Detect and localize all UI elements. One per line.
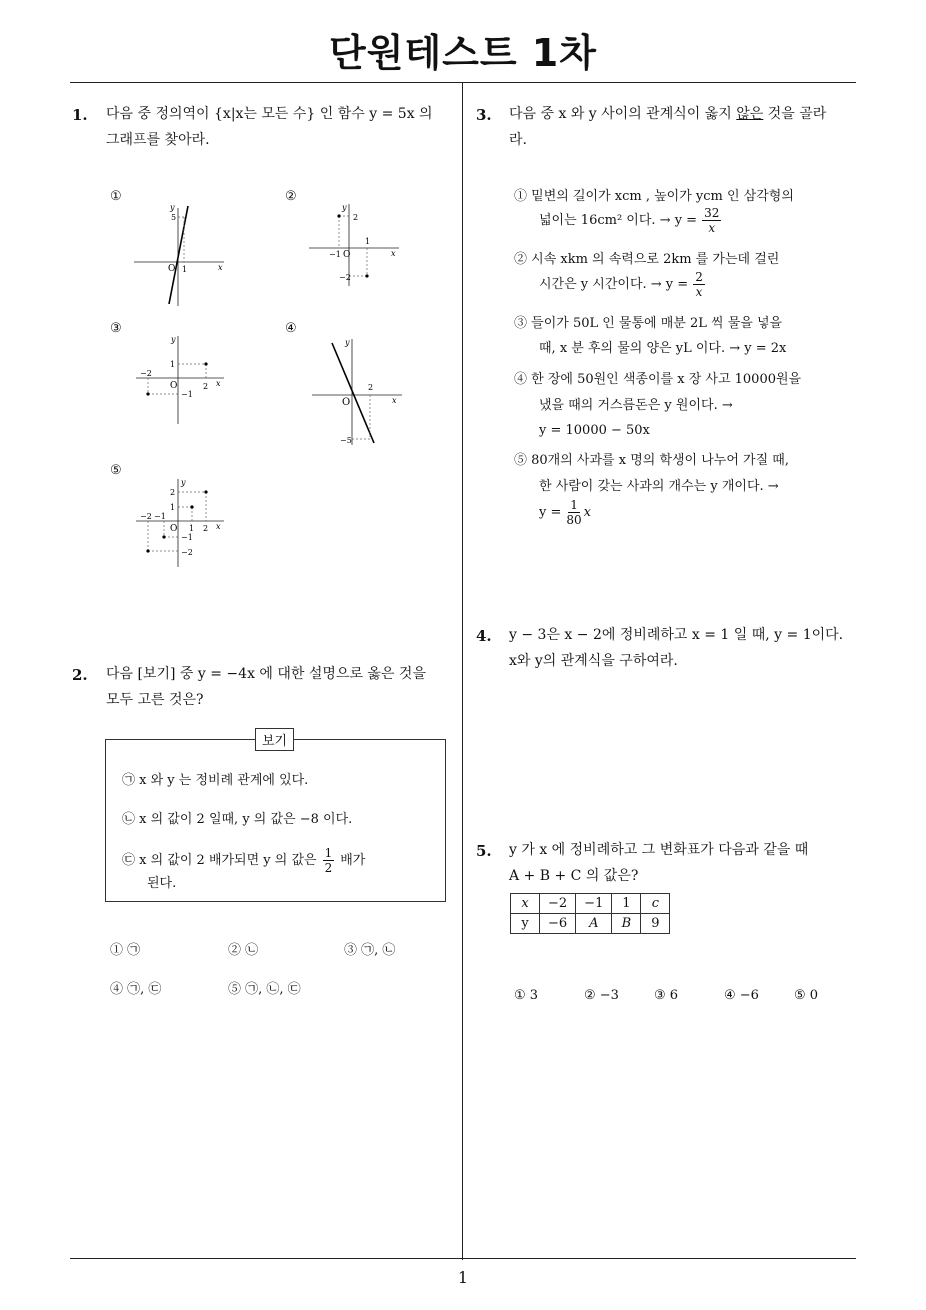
choice-5-line3[interactable] (539, 498, 591, 527)
bogi-item-tail: 배가 (340, 853, 366, 868)
y-neg-label: −2 (339, 273, 351, 282)
x-neg-label: −2 (140, 369, 152, 378)
bogi-item: ㉡ x 의 값이 2 일때, y 의 값은 −8 이다. (122, 812, 353, 827)
choice-label[interactable]: ④ (285, 321, 297, 336)
question-text-line1: 다음 [보기] 중 y = −4x 에 대한 설명으로 옳은 것을 (106, 666, 426, 682)
question-number: 1. (72, 106, 88, 124)
answer-choice[interactable]: ① ㉠ (110, 943, 141, 958)
axis-x-label: x (391, 249, 396, 258)
graph-choice-5[interactable] (132, 475, 232, 570)
answer-choice[interactable]: ④ −6 (724, 988, 759, 1003)
bogi-item-line2: 된다. (147, 876, 177, 891)
y-tick-label: −5 (340, 436, 352, 445)
choice-4-line3[interactable]: y = 10000 − 50x (539, 423, 650, 438)
bogi-item-text: ㉢ x 의 값이 2 배가되면 y 의 값은 (122, 853, 317, 868)
axis-x-label: x (216, 522, 221, 531)
question-number: 4. (476, 627, 492, 645)
axis-y-label: y (170, 203, 175, 212)
column-divider (462, 82, 463, 1260)
table-cell: c (641, 894, 670, 914)
x-neg-label: −1 (329, 250, 341, 259)
table-cell: y (511, 914, 540, 934)
answer-choice[interactable]: ④ ㉠, ㉢ (110, 982, 162, 997)
question-text-part: 것을 골라 (767, 106, 827, 122)
answer-choice[interactable]: ③ ㉠, ㉡ (344, 943, 396, 958)
question-text-line1: 다음 중 정의역이 {x|x는 모든 수} 인 함수 y = 5x 의 (106, 106, 433, 122)
origin-label: O (343, 250, 351, 260)
axis-x-label: x (392, 396, 397, 405)
choice-4-line1[interactable]: ④ 한 장에 50원인 색종이를 x 장 사고 10000원을 (514, 372, 802, 387)
question-number: 5. (476, 842, 492, 860)
page-number: 1 (457, 1268, 469, 1287)
choice-3-line1[interactable]: ③ 들이가 50L 인 물통에 매분 2L 씩 물을 넣을 (514, 316, 783, 331)
yn1-label: −1 (181, 533, 193, 542)
fraction-numerator: 2 (695, 270, 703, 284)
answer-choice[interactable]: ② ㉡ (228, 943, 259, 958)
table-cell: −6 (540, 914, 576, 934)
table-cell: B (612, 914, 641, 934)
axis-y-label: y (171, 335, 176, 344)
graph-choice-2[interactable] (305, 200, 405, 290)
question-text-part: 다음 중 x 와 y 사이의 관계식이 옳지 (509, 106, 732, 122)
fraction (323, 846, 335, 875)
answer-choice[interactable]: ⑤ ㉠, ㉡, ㉢ (228, 982, 301, 997)
answer-choice[interactable]: ③ 6 (654, 988, 679, 1003)
fraction-denominator: 2 (324, 861, 333, 875)
fraction-denominator: x (695, 285, 703, 299)
axis-y-label: y (181, 478, 186, 487)
choice-text: x (583, 505, 591, 520)
graph-choice-3[interactable] (132, 332, 232, 427)
x-neg1-label: −1 (154, 512, 166, 521)
axis-x-label: x (218, 263, 223, 272)
answer-choice[interactable]: ② −3 (584, 988, 619, 1003)
fraction (702, 206, 721, 235)
choice-1-line1[interactable]: ① 밑변의 길이가 xcm , 높이가 ycm 인 삼각형의 (514, 189, 794, 204)
origin-label: O (170, 381, 178, 391)
table-row (511, 914, 670, 934)
question-text-line1: y 가 x 에 정비례하고 그 변화표가 다음과 같을 때 (509, 842, 809, 858)
y-tick-label: 5 (171, 213, 177, 222)
choice-text: 시간은 y 시간이다. → y = (539, 277, 689, 292)
question-text-line2: x와 y의 관계식을 구하여라. (509, 653, 678, 669)
question-number: 2. (72, 666, 88, 684)
page-title: 단원테스트 1차 (329, 31, 597, 75)
question-text-line2: A + B + C 의 값은? (509, 868, 639, 884)
choice-4-line2[interactable]: 냈을 때의 거스름돈은 y 원이다. → (539, 398, 733, 413)
choice-2-line1[interactable]: ② 시속 xkm 의 속력으로 2km 를 가는데 걸린 (514, 252, 780, 267)
choice-5-line1[interactable]: ⑤ 80개의 사과를 x 명의 학생이 나누어 가질 때, (514, 453, 789, 468)
choice-label[interactable]: ② (285, 189, 297, 204)
yn2-label: −2 (181, 548, 193, 557)
x1-label: 1 (189, 524, 195, 533)
question-text-line2: 모두 고른 것은? (106, 692, 204, 708)
bogi-item: ㉠ x 와 y 는 정비례 관계에 있다. (122, 773, 309, 788)
question-text-line2: 그래프를 찾아라. (106, 132, 210, 148)
x-pos-label: 2 (203, 382, 209, 391)
table-cell: 1 (612, 894, 641, 914)
title-divider (70, 82, 856, 83)
choice-label[interactable]: ⑤ (110, 463, 122, 478)
choice-text: y = (539, 505, 562, 520)
x-tick-label: 2 (368, 383, 374, 392)
fraction-denominator: x (708, 221, 716, 235)
graph-choice-1[interactable] (128, 200, 228, 310)
choice-3-line2[interactable]: 때, x 분 후의 물의 양은 yL 이다. → y = 2x (539, 341, 787, 356)
table-cell: −2 (540, 894, 576, 914)
fraction-numerator: 1 (324, 846, 333, 860)
answer-choice[interactable]: ① 3 (514, 988, 539, 1003)
bogi-label: 보기 (255, 728, 294, 751)
fraction-denominator: 80 (566, 513, 582, 527)
origin-label: O (342, 397, 351, 408)
table-cell: x (511, 894, 540, 914)
y2-label: 2 (170, 488, 176, 497)
fraction-numerator: 1 (570, 498, 578, 512)
y-pos-label: 1 (170, 360, 176, 369)
choice-2-line2[interactable] (539, 270, 705, 299)
fraction (566, 498, 581, 527)
table-cell: −1 (576, 894, 612, 914)
choice-1-line2[interactable] (539, 206, 721, 235)
answer-choice[interactable]: ⑤ 0 (794, 988, 819, 1003)
question-text-line1 (509, 101, 826, 127)
choice-5-line2[interactable]: 한 사람이 갖는 사과의 개수는 y 개이다. → (539, 479, 779, 494)
choice-label[interactable]: ③ (110, 321, 122, 336)
choice-label[interactable]: ① (110, 189, 122, 204)
question-text-line1: y − 3은 x − 2에 정비례하고 x = 1 일 때, y = 1이다. (509, 627, 844, 643)
y-pos-label: 2 (353, 213, 359, 222)
x-neg2-label: −2 (140, 512, 152, 521)
axis-y-label: y (345, 338, 350, 347)
x-pos-label: 1 (365, 237, 371, 246)
choice-text: 넓이는 16cm² 이다. → y = (539, 213, 698, 228)
graph-choice-4[interactable] (308, 335, 408, 447)
x-tick-label: 1 (182, 265, 188, 274)
fraction (693, 270, 705, 299)
origin-label: O (168, 264, 176, 274)
question-text-line2: 라. (509, 132, 527, 148)
table-cell: 9 (641, 914, 670, 934)
axis-y-label: y (342, 203, 347, 212)
table-row (511, 894, 670, 914)
table-cell: A (576, 914, 612, 934)
fraction-numerator: 32 (704, 206, 720, 220)
origin-label: O (170, 524, 178, 534)
x2-label: 2 (203, 524, 209, 533)
axis-x-label: x (216, 379, 221, 388)
question-number: 3. (476, 106, 492, 124)
value-table (510, 893, 670, 934)
y1-label: 1 (170, 503, 176, 512)
y-neg-label: −1 (181, 390, 193, 399)
emphasis-underlined: 않은 (736, 106, 764, 122)
footer-divider (70, 1258, 856, 1259)
